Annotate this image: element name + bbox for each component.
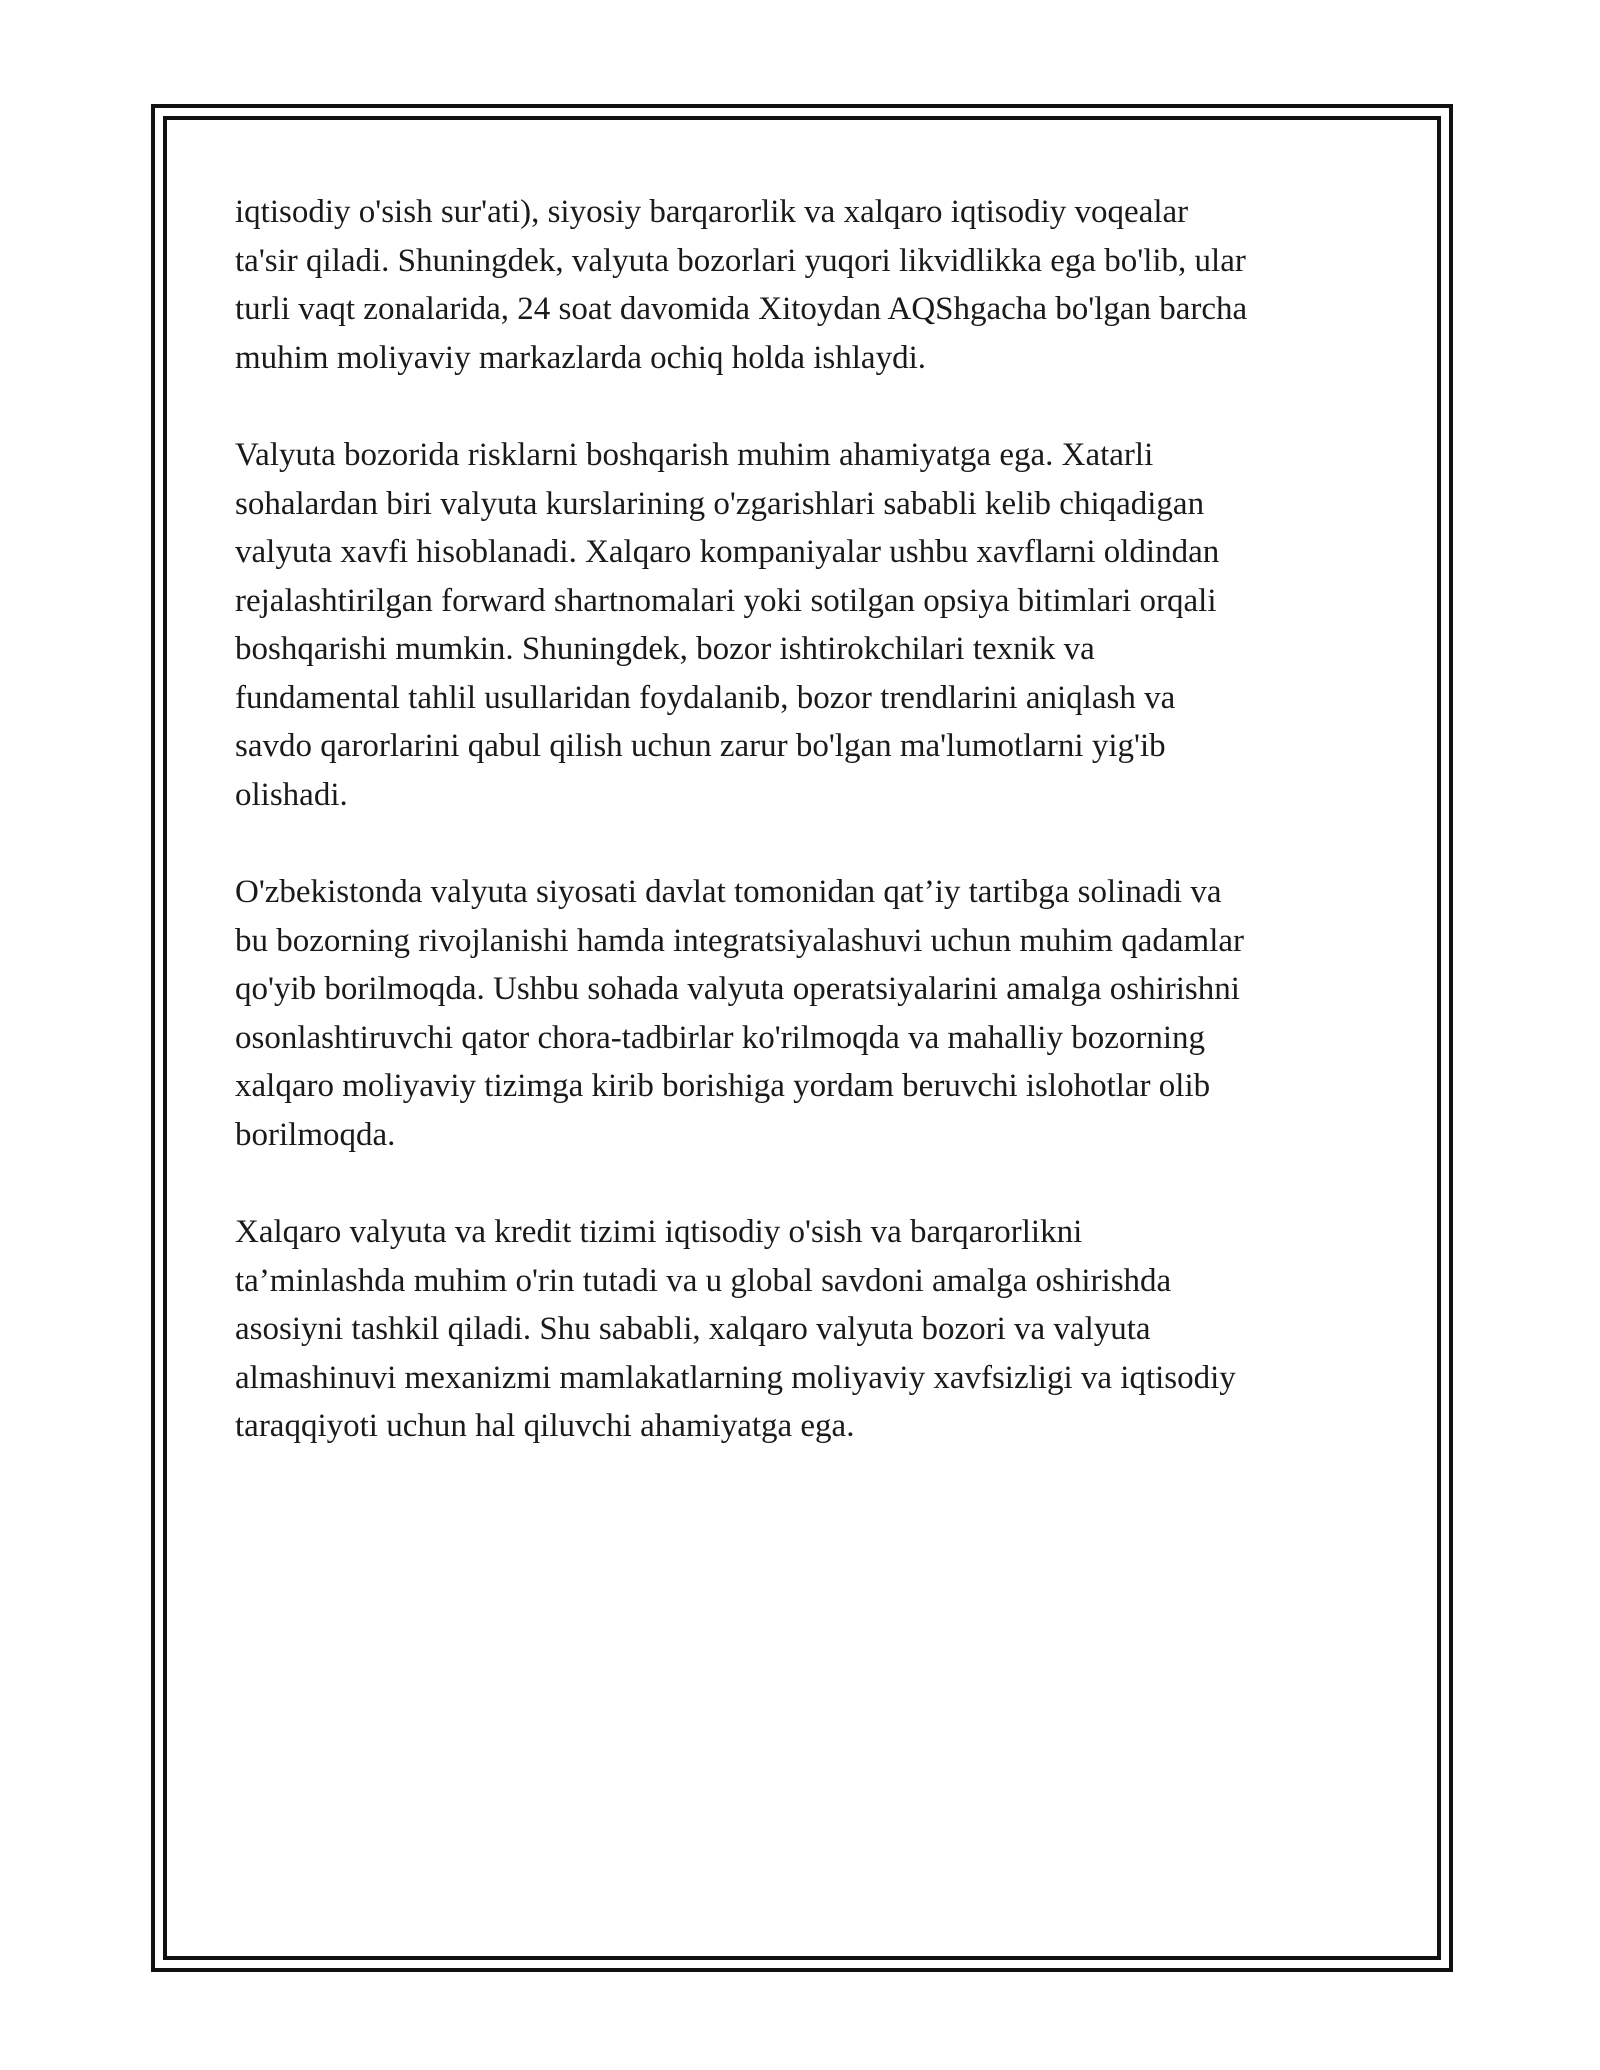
text-line: asosiyni tashkil qiladi. Shu sababli, xalqaro valyuta bozori va valyuta: [235, 1311, 1151, 1347]
text-line: iqtisodiy o'sish sur'ati), siyosiy barqarorlik va xalqaro iqtisodiy voqealar: [235, 194, 1189, 230]
text-line: Xalqaro valyuta va kredit tizimi iqtisodiy o'sish va barqarorlikni: [235, 1214, 1083, 1250]
paragraph-4: [235, 1208, 1375, 1451]
text-line: xalqaro moliyaviy tizimga kirib borishiga yordam beruvchi islohotlar olib: [235, 1068, 1211, 1104]
text-line: savdo qarorlarini qabul qilish uchun zarur bo'lgan ma'lumotlarni yig'ib: [235, 728, 1166, 764]
paragraph-2: [235, 431, 1375, 819]
text-line: osonlashtiruvchi qator chora-tadbirlar ko'rilmoqda va mahalliy bozorning: [235, 1019, 1206, 1056]
text-line: taraqqiyoti uchun hal qiluvchi ahamiyatga ega.: [235, 1408, 855, 1444]
text-line: sohalardan biri valyuta kurslarining o'zgarishlari sababli kelib chiqadigan: [235, 485, 1205, 522]
text-line: bu bozorning rivojlanishi hamda integratsiyalashuvi uchun muhim qadamlar: [235, 922, 1245, 959]
text-line: qo'yib borilmoqda. Ushbu sohada valyuta operatsiyalarini amalga oshirishni: [235, 971, 1240, 1007]
text-line: borilmoqda.: [235, 1116, 396, 1153]
text-line: rejalashtirilgan forward shartnomalari yoki sotilgan opsiya bitimlari orqali: [235, 582, 1217, 619]
text-line: O'zbekistonda valyuta siyosati davlat tomonidan qat’iy tartibga solinadi va: [235, 874, 1222, 910]
text-line: Valyuta bozorida risklarni boshqarish muhim ahamiyatga ega. Xatarli: [235, 437, 1154, 473]
document-body: [235, 188, 1375, 1500]
paragraph-1: [235, 188, 1375, 382]
text-line: valyuta xavfi hisoblanadi. Xalqaro kompaniyalar ushbu xavflarni oldindan: [235, 534, 1220, 570]
text-line: boshqarishi mumkin. Shuningdek, bozor ishtirokchilari texnik va: [235, 631, 1095, 667]
text-line: olishadi.: [235, 776, 348, 813]
text-line: muhim moliyaviy markazlarda ochiq holda ishlaydi.: [235, 339, 927, 376]
paragraph-3: [235, 868, 1375, 1159]
text-line: ta’minlashda muhim o'rin tutadi va u global savdoni amalga oshirishda: [235, 1262, 1172, 1299]
text-line: ta'sir qiladi. Shuningdek, valyuta bozorlari yuqori likvidlikka ega bo'lib, ular: [235, 242, 1246, 279]
text-line: almashinuvi mexanizmi mamlakatlarning moliyaviy xavfsizligi va iqtisodiy: [235, 1359, 1236, 1396]
text-line: turli vaqt zonalarida, 24 soat davomida Xitoydan AQShgacha bo'lgan barcha: [235, 291, 1248, 327]
text-line: fundamental tahlil usullaridan foydalanib, bozor trendlarini aniqlash va: [235, 679, 1176, 716]
